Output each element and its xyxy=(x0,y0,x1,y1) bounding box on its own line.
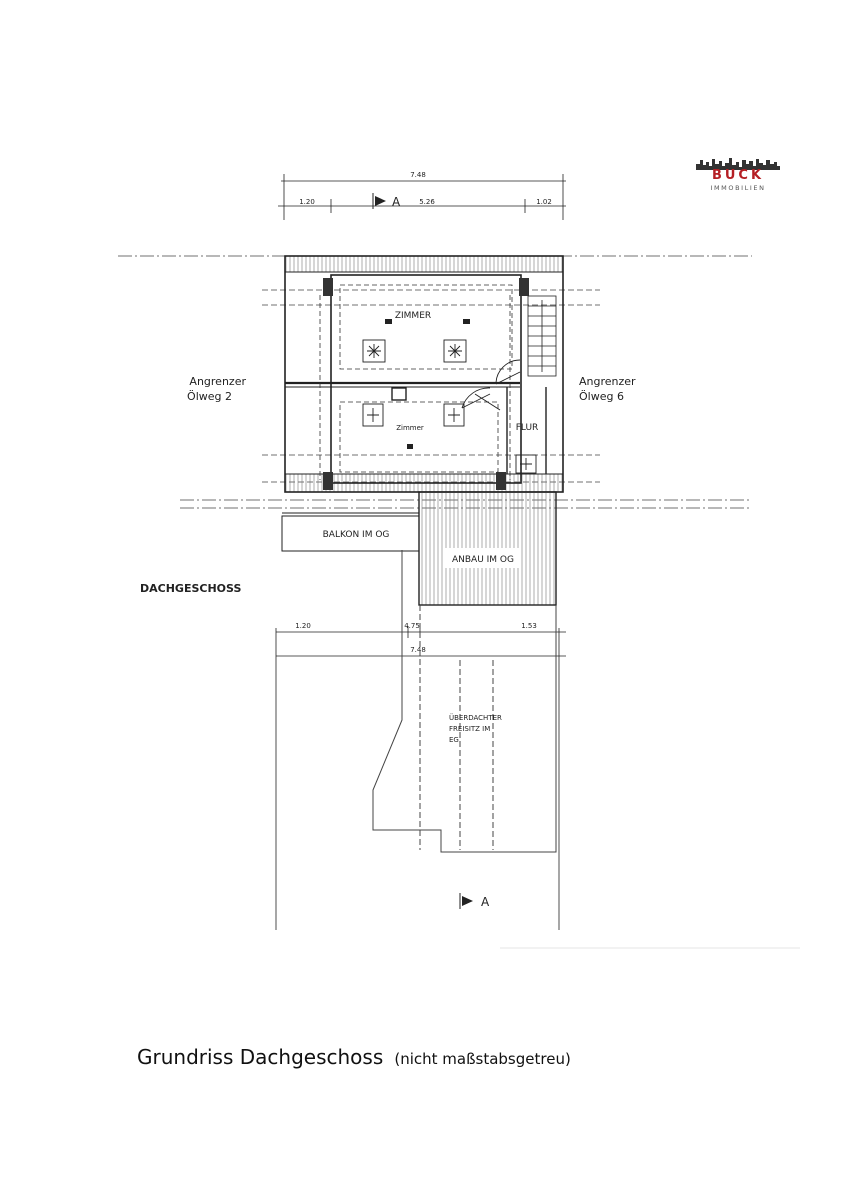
neighbor-right-line2: Ölweg 6 xyxy=(579,390,624,403)
anbau-area xyxy=(419,492,556,605)
dim-top-mid: 5.26 xyxy=(419,198,435,206)
room-label-freisitz-2: FREISITZ IM xyxy=(449,725,491,733)
section-arrow-bottom-icon xyxy=(460,893,473,909)
section-label-bottom: A xyxy=(481,895,490,909)
staircase xyxy=(528,296,556,376)
door-upper xyxy=(496,360,520,384)
dim-top-left: 1.20 xyxy=(299,198,315,206)
logo-subtitle: IMMOBILIEN xyxy=(710,184,766,192)
logo-brand: BUCK xyxy=(711,168,765,183)
dim-bottom-left: 1.20 xyxy=(295,622,311,630)
section-arrow-top-icon xyxy=(373,193,386,209)
neighbor-left-line2: Ölweg 2 xyxy=(187,390,232,403)
dim-bottom-mid: 4.75 xyxy=(404,622,420,630)
section-label-top: A xyxy=(392,195,401,209)
room-label-flur: FLUR xyxy=(515,423,539,433)
dim-bottom-right: 1.53 xyxy=(521,622,537,630)
caption-main: Grundriss Dachgeschoss xyxy=(137,1045,384,1069)
neighbor-left-line1: Angrenzer xyxy=(189,375,246,388)
room-label-anbau: ANBAU IM OG xyxy=(451,555,515,565)
dim-bottom-total: 7.48 xyxy=(410,646,426,654)
room-label-freisitz-1: ÜBERDACHTER xyxy=(449,714,502,722)
top-dimensions xyxy=(278,174,566,220)
building-outline xyxy=(285,256,563,492)
room-label-freisitz-3: EG xyxy=(449,736,459,744)
neighbor-right-line1: Angrenzer xyxy=(579,375,636,388)
bottom-dimensions xyxy=(276,626,566,930)
dim-top-total: 7.48 xyxy=(410,171,426,179)
plan-caption xyxy=(137,1045,571,1069)
room-label-balkon: BALKON IM OG xyxy=(322,530,390,540)
room-label-zimmer-upper: ZIMMER xyxy=(394,311,432,321)
door-lower xyxy=(462,388,500,410)
room-label-zimmer-lower: Zimmer xyxy=(396,424,424,432)
dim-top-right: 1.02 xyxy=(536,198,552,206)
floor-label: DACHGESCHOSS xyxy=(140,582,242,595)
caption-note: (nicht maßstabsgetreu) xyxy=(394,1050,571,1068)
